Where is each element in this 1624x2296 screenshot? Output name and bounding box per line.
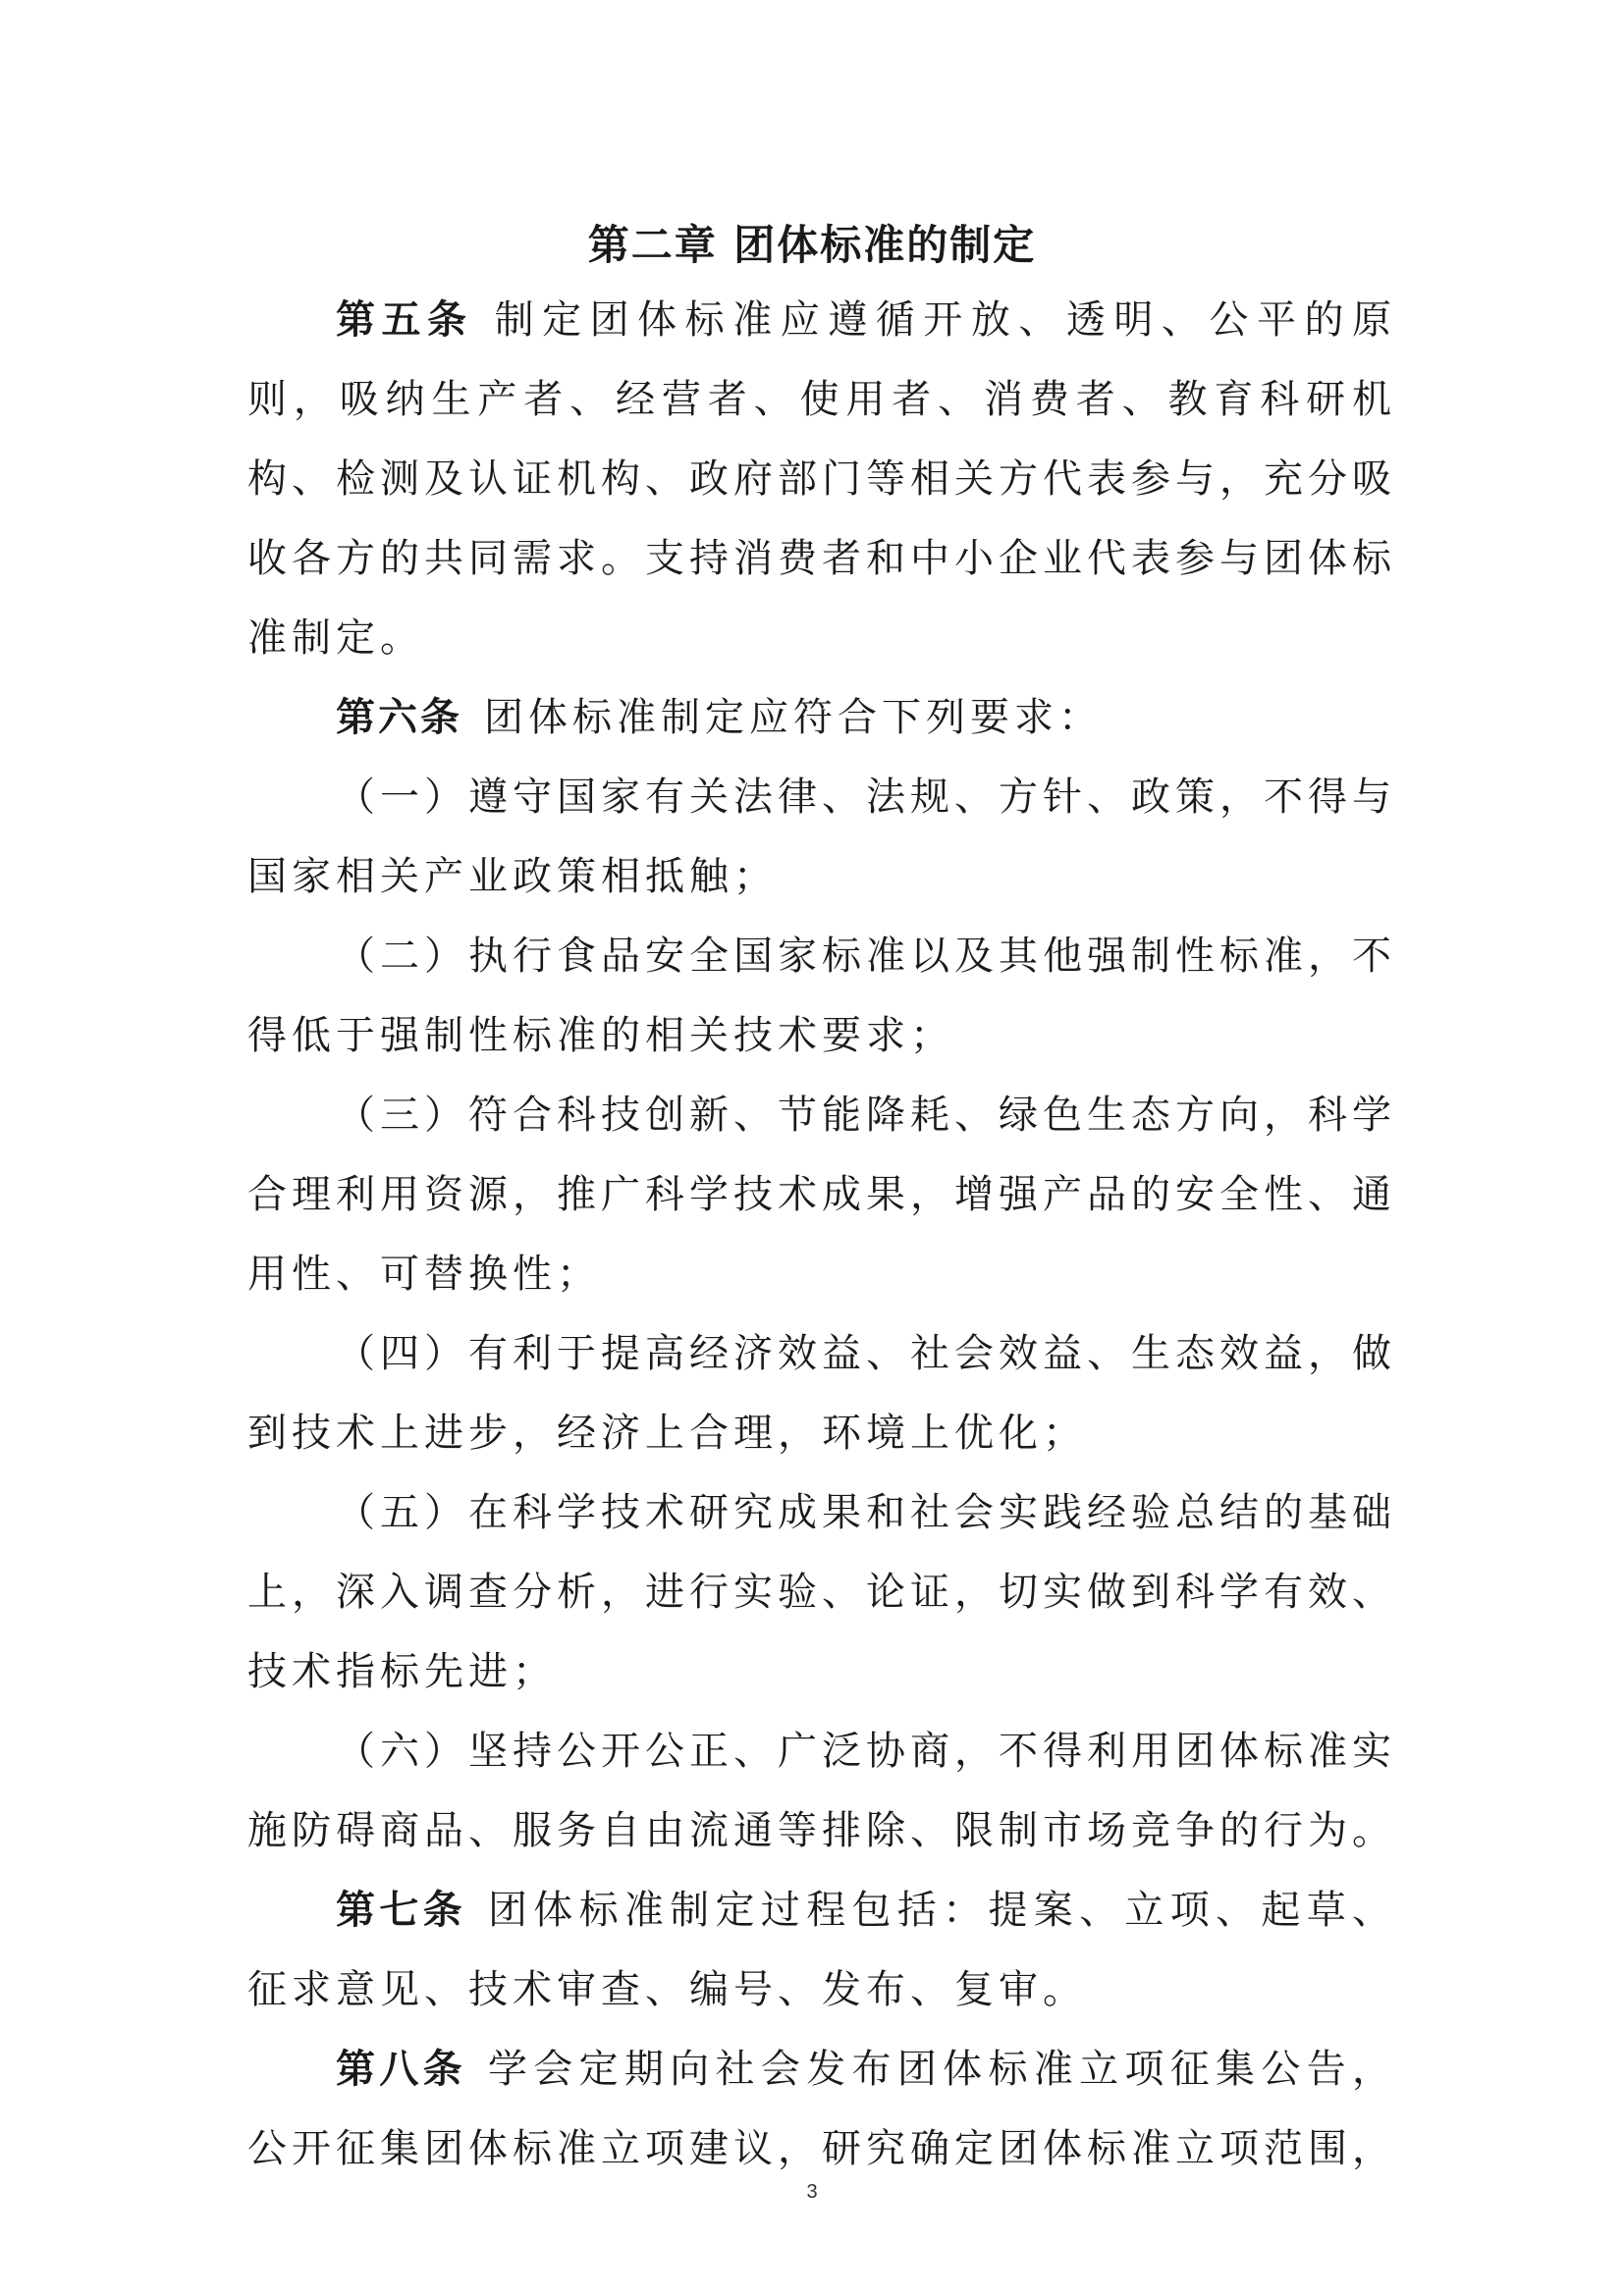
article-6-item-6: （六）坚持公开公正、广泛协商，不得利用团体标准实施防碍商品、服务自由流通等排除、限制市场竞争的行为。 bbox=[247, 1729, 1396, 1853]
document-body bbox=[247, 281, 1396, 2189]
article-6-text: 团体标准制定应符合下列要求： bbox=[484, 695, 1103, 740]
article-6-label: 第六条 bbox=[336, 695, 462, 740]
article-8-text: 学会定期向社会发布团体标准立项征集公告，公开征集团体标准立项建议，研究确定团体标准立项范围， bbox=[247, 2047, 1397, 2171]
article-6-item-5: （五）在科学技术研究成果和社会实践经验总结的基础上，深入调查分析，进行实验、论证，切实做到科学有效、技术指标先进； bbox=[247, 1490, 1396, 1694]
article-7-label: 第七条 bbox=[336, 1888, 466, 1933]
chapter-title: 第二章 团体标准的制定 bbox=[587, 221, 1037, 269]
article-6-item-1: （一）遵守国家有关法律、法规、方针、政策，不得与国家相关产业政策相抵触； bbox=[247, 774, 1396, 899]
article-6-item-2: （二）执行食品安全国家标准以及其他强制性标准，不得低于强制性标准的相关技术要求； bbox=[247, 934, 1396, 1058]
article-5-text: 制定团体标准应遵循开放、透明、公平的原则，吸纳生产者、经营者、使用者、消费者、教育科研机构、检测及认证机构、政府部门等相关方代表参与，充分吸收各方的共同需求。支持消费者和中小企业代表参与团体标准制定。 bbox=[247, 297, 1397, 661]
article-8 bbox=[247, 2030, 1396, 2189]
article-7 bbox=[247, 1871, 1396, 2030]
article-5 bbox=[247, 281, 1396, 678]
article-8-label: 第八条 bbox=[336, 2047, 466, 2092]
article-6-item-3: （三）符合科技创新、节能降耗、绿色生态方向，科学合理利用资源，推广科学技术成果，增强产品的安全性、通用性、可替换性； bbox=[247, 1093, 1396, 1297]
article-6 bbox=[247, 678, 1396, 758]
article-6-item-4: （四）有利于提高经济效益、社会效益、生态效益，做到技术上进步，经济上合理，环境上优化； bbox=[247, 1331, 1396, 1456]
page-number: 3 bbox=[806, 2181, 818, 2203]
article-7-text: 团体标准制定过程包括：提案、立项、起草、征求意见、技术审查、编号、发布、复审。 bbox=[247, 1888, 1397, 2012]
article-5-label: 第五条 bbox=[336, 297, 473, 343]
